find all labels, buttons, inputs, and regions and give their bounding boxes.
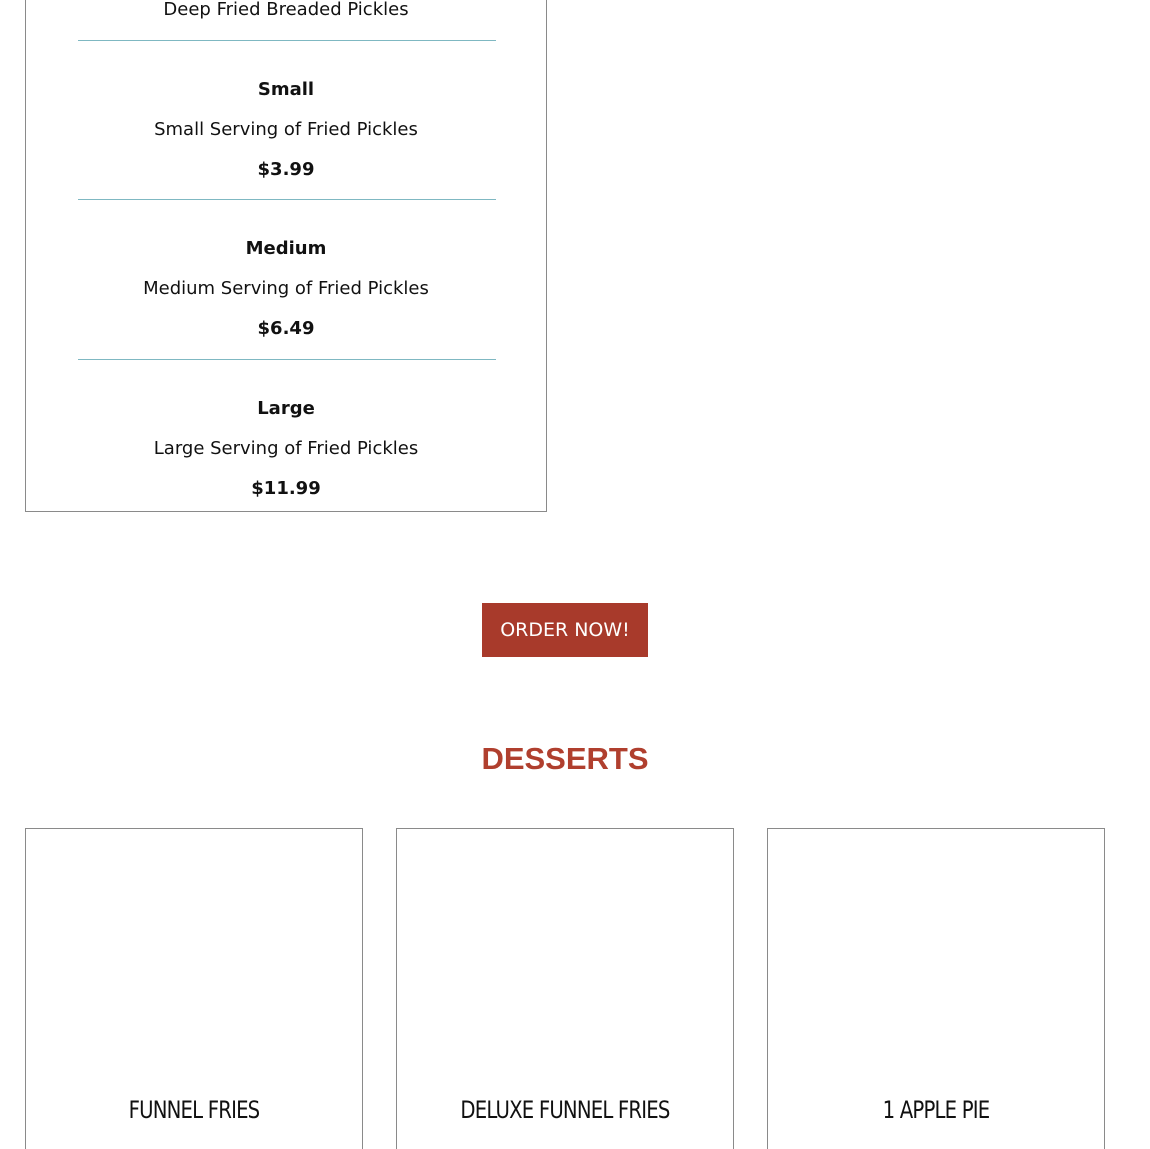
dessert-card-funnel-fries[interactable]	[25, 828, 363, 1149]
option-large[interactable]	[26, 397, 546, 501]
dessert-image	[397, 829, 733, 1079]
menu-item-card	[25, 0, 547, 512]
option-description: Small Serving of Fried Pickles	[154, 119, 418, 140]
option-price: $11.99	[251, 478, 321, 499]
dessert-name: FUNNEL FRIES	[128, 1096, 260, 1124]
option-name: Medium	[245, 238, 327, 259]
dessert-card-apple-pie[interactable]	[767, 828, 1105, 1149]
option-name: Large	[257, 398, 315, 419]
dessert-name: DELUXE FUNNEL FRIES	[460, 1096, 670, 1124]
menu-item-description: Deep Fried Breaded Pickles	[163, 0, 409, 20]
dessert-image	[26, 829, 362, 1079]
option-price: $6.49	[257, 318, 315, 339]
order-now-button[interactable]: ORDER NOW!	[482, 603, 648, 657]
option-price: $3.99	[257, 159, 315, 180]
dessert-image	[768, 829, 1104, 1079]
divider	[78, 40, 496, 41]
desserts-heading: DESSERTS	[481, 741, 649, 776]
option-small[interactable]	[26, 78, 546, 182]
option-description: Medium Serving of Fried Pickles	[143, 278, 429, 299]
divider	[78, 199, 496, 200]
dessert-name: 1 APPLE PIE	[882, 1096, 990, 1124]
option-name: Small	[257, 79, 315, 100]
option-medium[interactable]	[26, 237, 546, 341]
divider	[78, 359, 496, 360]
option-description: Large Serving of Fried Pickles	[153, 438, 419, 459]
dessert-card-deluxe-funnel-fries[interactable]	[396, 828, 734, 1149]
